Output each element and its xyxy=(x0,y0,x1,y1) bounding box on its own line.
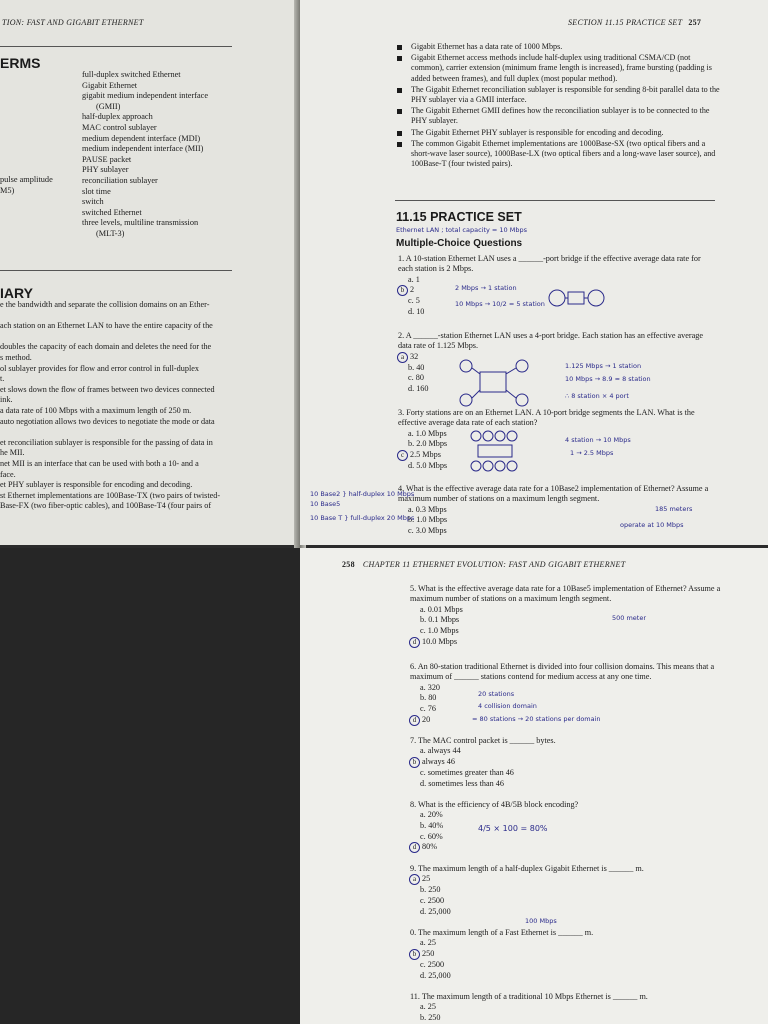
question-8 xyxy=(410,800,730,853)
term: medium independent interface (MII) xyxy=(82,144,204,154)
practice-set-title: 11.15 PRACTICE SET xyxy=(396,210,522,224)
left-page-header: TION: FAST AND GIGABIT ETHERNET xyxy=(2,18,144,27)
circled-answer-icon: b xyxy=(397,285,408,296)
term: gigabit medium independent interface xyxy=(82,91,209,101)
handwritten-note: 10 Base T } full-duplex 20 Mbps xyxy=(310,514,415,522)
summary-line: t. xyxy=(0,374,5,384)
question-text: 4. What is the effective average data rate for a 10Base2 implementation of Ethernet? Assume a maximum number of stations on a maximum length segment. xyxy=(398,484,709,504)
question-5 xyxy=(410,584,730,648)
option: a. 25 xyxy=(420,938,436,948)
summary-line xyxy=(0,332,300,343)
option-text: 2 xyxy=(410,285,415,295)
bridge-sketch-icon xyxy=(548,284,606,314)
handwritten-note: 100 Mbps xyxy=(525,917,557,925)
option: b. 0.1 Mbps xyxy=(420,615,460,625)
option xyxy=(398,352,716,363)
bullet-item: Gigabit Ethernet has a data rate of 1000 Mbps. xyxy=(395,42,725,52)
handwritten-note: 10 Mbps → 8.9 ≈ 8 station xyxy=(565,375,651,383)
option: a. 1.0 Mbps xyxy=(408,428,447,438)
terms-heading: ERMS xyxy=(0,55,41,71)
option: d. 25,000 xyxy=(420,970,451,980)
term: switched Ethernet xyxy=(82,207,142,217)
option: a. always 44 xyxy=(420,746,461,756)
option: c. 2500 xyxy=(420,960,445,969)
question-7 xyxy=(410,736,730,789)
term: (MLT-3) xyxy=(96,228,125,238)
option-text: 2.5 Mbps xyxy=(410,450,441,459)
option-text: 25 xyxy=(422,874,431,884)
option: c. sometimes greater than 46 xyxy=(420,768,514,777)
segments-sketch-icon xyxy=(470,430,522,472)
term: PAUSE packet xyxy=(82,154,132,164)
question-11 xyxy=(410,992,730,1024)
handwritten-note: 10 Mbps → 10/2 = 5 station xyxy=(455,300,545,308)
summary-line: ach station on an Ethernet LAN to have the entire capacity of the xyxy=(0,321,213,331)
question-2 xyxy=(398,331,716,395)
question-3 xyxy=(398,408,716,472)
term: Gigabit Ethernet xyxy=(82,80,138,90)
option: b. 40% xyxy=(420,821,444,830)
option: a. 25 xyxy=(420,1002,436,1012)
option: d. 10 xyxy=(408,307,425,316)
option xyxy=(410,949,730,960)
question-text: 9. The maximum length of a half-duplex Gigabit Ethernet is ______ m. xyxy=(410,864,644,873)
option: b. 2.0 Mbps xyxy=(408,439,448,449)
section-rule xyxy=(395,200,715,201)
term: pulse amplitude xyxy=(0,175,53,184)
option xyxy=(398,450,716,461)
handwritten-note: = 80 stations → 20 stations per domain xyxy=(472,715,601,723)
summary-line: st Ethernet implementations are 100Base-TX (two pairs of twisted- xyxy=(0,490,221,500)
summary-line xyxy=(0,427,300,438)
page-number: 257 xyxy=(688,18,702,27)
question-text: 1. A 10-station Ethernet LAN uses a ______-port bridge if the effective average data rate for each station is 2 Mbps. xyxy=(398,254,701,274)
option-text: 10.0 Mbps xyxy=(422,636,458,646)
handwritten-note: Ethernet LAN ; total capacity = 10 Mbps xyxy=(396,226,527,234)
header-text: CHAPTER 11 ETHERNET EVOLUTION: FAST AND GIGABIT ETHERNET xyxy=(362,560,626,569)
circled-answer-icon: d xyxy=(409,637,420,648)
circled-answer-icon: b xyxy=(409,757,420,768)
option-text: 250 xyxy=(422,949,435,958)
option: c. 76 xyxy=(420,704,436,713)
handwritten-note: 185 meters xyxy=(655,505,693,513)
bottom-page-header xyxy=(342,560,626,569)
summary-line: he MII. xyxy=(0,448,25,458)
bullet-item: The Gigabit Ethernet reconciliation sublayer is responsible for sending 8-bit parallel data to the PHY sublayer via a GMII interface. xyxy=(395,85,725,105)
option: c. 1.0 Mbps xyxy=(420,626,459,635)
left-page xyxy=(0,0,312,545)
summary-line: et slows down the flow of frames between two devices connected xyxy=(0,384,215,394)
terms-left-column xyxy=(0,175,53,196)
summary-line xyxy=(0,311,300,322)
question-9 xyxy=(410,864,730,917)
term: M5) xyxy=(0,185,15,195)
option-text: 80% xyxy=(422,842,438,852)
term: full-duplex switched Ethernet xyxy=(82,70,181,79)
summary-bullets xyxy=(395,42,725,170)
option-text: always 46 xyxy=(422,757,455,766)
bullet-item: The Gigabit Ethernet GMII defines how the reconciliation sublayer is to be connected to the PHY sublayer. xyxy=(395,106,725,126)
option: b. 80 xyxy=(420,693,437,703)
option: d. 160 xyxy=(408,384,429,393)
mcq-subheading: Multiple-Choice Questions xyxy=(396,238,523,249)
option: c. 80 xyxy=(408,373,424,383)
option: b. 250 xyxy=(420,885,441,895)
question-text: 3. Forty stations are on an Ethernet LAN. A 10-port bridge segments the LAN. What is the effective average data rate of each station? xyxy=(398,408,695,428)
handwritten-note: operate at 10 Mbps xyxy=(620,521,684,529)
option: a. 0.3 Mbps xyxy=(408,504,447,514)
term: reconciliation sublayer xyxy=(82,175,158,185)
handwritten-note: 10 Base5 xyxy=(310,500,341,508)
handwritten-note: 1.125 Mbps → 1 station xyxy=(565,362,642,370)
handwritten-note: 20 stations xyxy=(478,690,515,698)
bullet-item: The common Gigabit Ethernet implementations are 1000Base-SX (two optical fibers and a short-wave laser source), 1000Base-LX (two optical fibers and a long-wave laser source), and 100Base-T (four twisted pairs). xyxy=(395,139,725,170)
option: a. 0.01 Mbps xyxy=(420,604,463,614)
four-port-bridge-sketch-icon xyxy=(458,358,530,408)
option: b. 40 xyxy=(408,362,425,372)
right-page-header xyxy=(568,18,701,27)
option xyxy=(410,874,730,885)
option: d. 25,000 xyxy=(420,906,451,916)
question-text: 0. The maximum length of a Fast Ethernet is ______ m. xyxy=(410,928,594,937)
term: PHY sublayer xyxy=(82,165,129,175)
handwritten-note: 4 station → 10 Mbps xyxy=(565,436,631,444)
summary-heading: IARY xyxy=(0,285,33,301)
option: d. 5.0 Mbps xyxy=(408,461,448,470)
question-text: 8. What is the efficiency of 4B/5B block encoding? xyxy=(410,800,579,809)
question-text: 11. The maximum length of a traditional 10 Mbps Ethernet is ______ m. xyxy=(410,992,648,1001)
summary-text xyxy=(0,300,300,512)
summary-line: s method. xyxy=(0,352,32,362)
option: b. 250 xyxy=(420,1013,441,1022)
question-text: 2. A ______-station Ethernet LAN uses a 4-port bridge. Each station has an effective average data rate of 1.125 Mbps. xyxy=(398,331,703,351)
circled-answer-icon: b xyxy=(409,949,420,960)
term: switch xyxy=(82,197,104,207)
circled-answer-icon: c xyxy=(397,450,408,461)
question-10 xyxy=(410,928,730,981)
term: MAC control sublayer xyxy=(82,122,157,132)
handwritten-note: 2 Mbps → 1 station xyxy=(455,284,517,292)
handwritten-note: ∴ 8 station × 4 port xyxy=(565,392,629,400)
option: a. 320 xyxy=(420,682,441,692)
header-text: SECTION 11.15 PRACTICE SET xyxy=(568,18,683,27)
summary-line: a data rate of 100 Mbps with a maximum length of 250 m. xyxy=(0,405,192,415)
question-text: 5. What is the effective average data rate for a 10Base5 implementation of Ethernet? Assume a maximum number of stations on a maximum length segment. xyxy=(410,584,721,604)
summary-line: net MII is an interface that can be used with both a 10- and a xyxy=(0,458,199,468)
summary-line: ink. xyxy=(0,395,13,405)
summary-line: ol sublayer provides for flow and error control in full-duplex xyxy=(0,363,199,373)
summary-line: auto negotiation allows two devices to negotiate the mode or data xyxy=(0,416,215,426)
summary-line: Base-FX (two fiber-optic cables), and 100Base-T4 (four pairs of xyxy=(0,501,212,511)
option: d. sometimes less than 46 xyxy=(420,778,504,788)
summary-line: et PHY sublayer is responsible for encoding and decoding. xyxy=(0,480,193,490)
terms-list xyxy=(82,70,252,240)
handwritten-note: 500 meter xyxy=(612,614,647,622)
summary-line: e the bandwidth and separate the collision domains on an Ether- xyxy=(0,300,210,309)
option: c. 5 xyxy=(408,296,420,306)
option: b. 1.0 Mbps xyxy=(408,515,448,525)
question-text: 6. An 80-station traditional Ethernet is divided into four collision domains. This means that a maximum of ______ stations contend for medium access at any one time. xyxy=(410,662,715,682)
handwritten-note: 10 Base2 } half-duplex 10 Mbps xyxy=(310,490,415,498)
question-text: 7. The MAC control packet is ______ bytes. xyxy=(410,736,556,745)
handwritten-note: 1 → 2.5 Mbps xyxy=(570,449,614,457)
summary-line: doubles the capacity of each domain and deletes the need for the xyxy=(0,342,212,352)
handwritten-note: 4 collision domain xyxy=(478,702,537,710)
option: a. 20% xyxy=(420,810,443,820)
term: (GMII) xyxy=(96,101,121,111)
option xyxy=(410,637,730,648)
term: half-duplex approach xyxy=(82,112,153,122)
header-rule xyxy=(0,46,232,47)
circled-answer-icon: a xyxy=(397,352,408,363)
bullet-item: Gigabit Ethernet access methods include half-duplex using traditional CSMA/CD (not common), carrier extension (minimum frame length is increased), frame bursting (padding is added between frames), and full duplex (most popular method). xyxy=(395,53,725,84)
circled-answer-icon: a xyxy=(409,874,420,885)
circled-answer-icon: d xyxy=(409,842,420,853)
option: c. 60% xyxy=(420,831,443,841)
dark-background xyxy=(0,548,300,1024)
summary-line: et reconciliation sublayer is responsible for the passing of data in xyxy=(0,437,213,447)
term: three levels, multiline transmission xyxy=(82,218,199,228)
option xyxy=(410,842,730,853)
section-rule xyxy=(0,270,232,271)
option xyxy=(410,757,730,768)
option: a. 1 xyxy=(408,274,420,284)
bullet-item: The Gigabit Ethernet PHY sublayer is responsible for encoding and decoding. xyxy=(395,128,725,138)
option: c. 3.0 Mbps xyxy=(408,526,447,535)
option-text: 20 xyxy=(422,714,431,724)
handwritten-note: 4/5 × 100 = 80% xyxy=(478,824,548,833)
term: medium dependent interface (MDI) xyxy=(82,133,201,143)
page-number: 258 xyxy=(342,560,355,569)
term: slot time xyxy=(82,186,111,196)
option-text: 32 xyxy=(410,351,419,361)
circled-answer-icon: d xyxy=(409,715,420,726)
summary-line: face. xyxy=(0,469,16,479)
option: c. 2500 xyxy=(420,896,445,905)
